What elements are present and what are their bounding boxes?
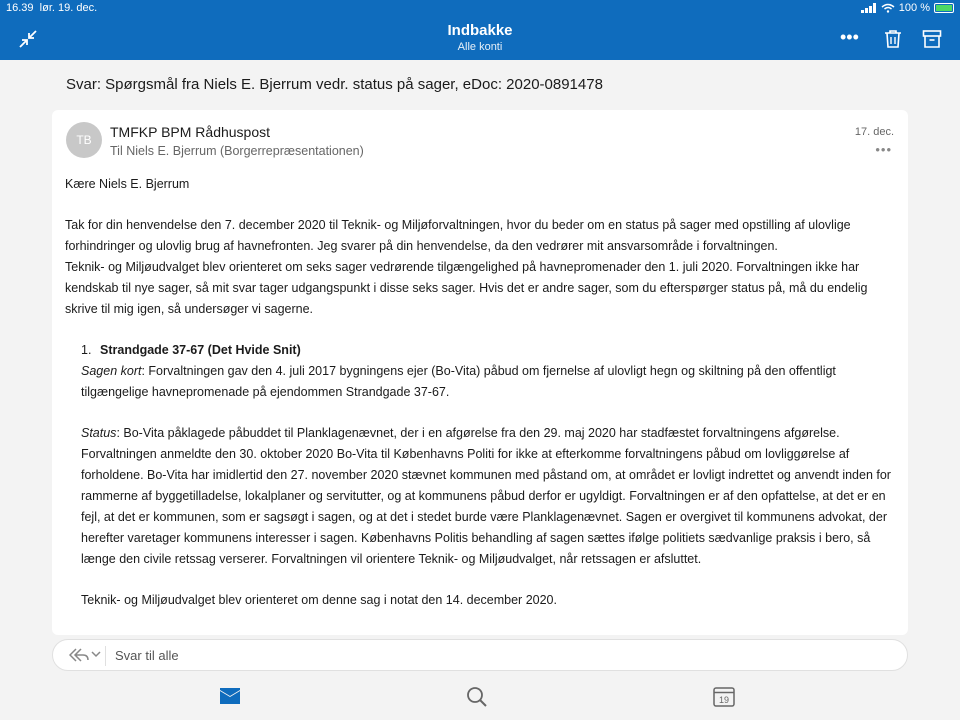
chevron-down-icon[interactable] <box>91 650 101 658</box>
search-icon[interactable] <box>466 686 488 708</box>
list-item <box>81 340 895 611</box>
message-card <box>52 110 908 635</box>
avatar[interactable]: TB <box>66 122 102 158</box>
reply-all-icon[interactable] <box>69 648 89 662</box>
status-bar-right <box>861 2 954 14</box>
paragraph-1: Tak for din henvendelse den 7. december 2020 til Teknik- og Miljøforvaltningen, hvor du beder om en status på sager med opstilling af ulovlige forhindringer og ulovlig brug af havnefronten. Jeg svarer på din henvendelse, da den vedrører mit ansvarsområde i forvaltningen. <box>65 218 851 253</box>
wifi-icon <box>881 3 895 13</box>
tab-bar <box>0 680 960 720</box>
more-icon[interactable]: ••• <box>840 27 859 47</box>
message-body <box>65 174 895 611</box>
battery-icon <box>934 3 954 13</box>
reply-all-label[interactable]: Svar til alle <box>115 648 179 663</box>
note-paragraph: Teknik- og Miljøudvalget blev orienteret om denne sag i notat den 14. december 2020. <box>81 593 557 607</box>
archive-icon[interactable] <box>922 29 942 49</box>
status-paragraph <box>81 423 895 570</box>
list-number: 1. <box>81 343 92 357</box>
reply-bar[interactable] <box>52 639 908 671</box>
reply-divider <box>105 646 106 666</box>
status-text: : Bo-Vita påklagede påbuddet til Planklagenævnet, der i en afgørelse fra den 29. maj 2020 har stadfæstet forvaltningens afgørelse. Forvaltningen anmeldte den 30. oktober 2020 Bo-Vita til Københavns Politi for ikke at efterkomme forvaltningens påbud om lovliggørelse af forholdene. Bo-Vita har imidlertid den 27. november 2020 stævnet kommunen med påstand om, at området er lovligt indrettet og anvendt inden for rammerne af byggetilladelse, lokalplaner og servitutter, og at kommunens påbud derfor er ugyldigt. Forvaltningen er af den opfattelse, at det er en fejl, at det er kommunen, som er sagsøgt i sagen, og at det i stedet burde være Planklagenævnet. Sagen er overgivet til kommunens advokat, der herefter varetager kommunens interesser i sagen. Københavns Politis behandling af sagen sættes ifølge politiets sædvanlige praksis i bero, så længe den civile retssag verserer. Forvaltningen vil orientere Teknik- og Miljøudvalget, når retssagen er afsluttet. <box>81 426 891 566</box>
account-subtitle: Alle konti <box>457 41 503 53</box>
signal-icon <box>861 3 877 13</box>
status-label: Status <box>81 426 117 440</box>
list-heading <box>81 340 895 361</box>
recipient-line[interactable]: Til Niels E. Bjerrum (Borgerrepræsentationen) <box>110 144 364 158</box>
status-date: lør. 19. dec. <box>39 2 98 14</box>
message-more-icon[interactable]: ••• <box>875 142 892 157</box>
paragraph-2: Teknik- og Miljøudvalget blev orienteret om seks sager vedrørende tilgængelighed på havnepromenader den 1. juli 2020. Forvaltningen ikke har kendskab til nye sager, så mit svar tager udgangspunkt i disse seks sager. Hvis det er andre sager, som du efterspørger status på, må du endelig skrive til mig igen, så undersøger vi sagerne. <box>65 260 868 316</box>
sagen-kort <box>81 361 895 403</box>
list-title: Strandgade 37-67 (Det Hvide Snit) <box>100 343 301 357</box>
battery-label: 100 % <box>898 2 930 14</box>
mail-icon[interactable] <box>220 688 240 704</box>
trash-icon[interactable] <box>884 29 902 49</box>
folder-title: Indbakke <box>447 22 513 39</box>
mailbox-title <box>0 22 960 53</box>
status-bar-left <box>6 2 97 14</box>
email-subject: Svar: Spørgsmål fra Niels E. Bjerrum vedr. status på sager, eDoc: 2020-0891478 <box>66 76 603 93</box>
sagen-text: : Forvaltningen gav den 4. juli 2017 bygningens ejer (Bo-Vita) påbud om fjernelse af ulovligt hegn og skiltning på den offentligt tilgængelige havnepromenade på ejendommen Strandgade 37-67. <box>81 364 836 399</box>
calendar-day: 19 <box>718 695 730 705</box>
sender-name[interactable]: TMFKP BPM Rådhuspost <box>110 124 271 140</box>
calendar-icon[interactable] <box>713 685 735 707</box>
greeting: Kære Niels E. Bjerrum <box>65 177 190 191</box>
top-bar <box>0 0 960 60</box>
status-time: 16.39 <box>6 2 34 14</box>
sagen-label: Sagen kort <box>81 364 142 378</box>
message-date: 17. dec. <box>854 126 894 138</box>
